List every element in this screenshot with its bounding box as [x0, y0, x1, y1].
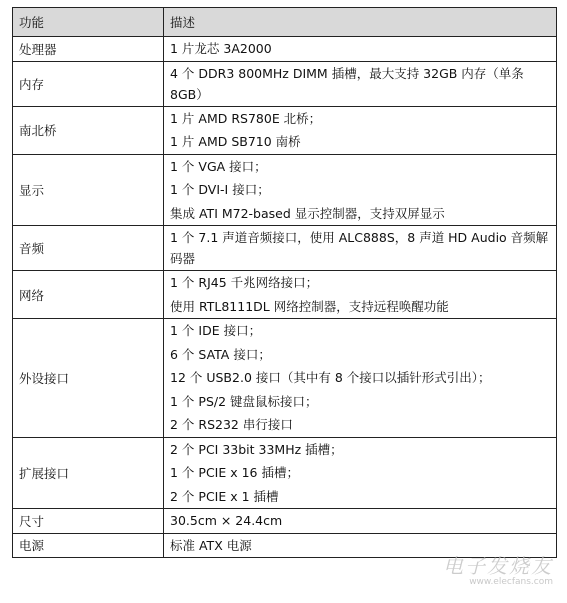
feature-cell: 南北桥 [13, 106, 164, 154]
description-line: 30.5cm × 24.4cm [170, 513, 283, 528]
description-line: 2 个 RS232 串行接口 [170, 417, 293, 432]
feature-cell: 扩展接口 [13, 437, 164, 509]
feature-cell: 音频 [13, 226, 164, 271]
description-line: 1 个 7.1 声道音频接口，使用 ALC888S，8 声道 HD Audio 音频解码器 [170, 230, 549, 266]
description-cell [164, 533, 557, 558]
description-line: 1 个 PS/2 键盘鼠标接口； [170, 393, 318, 409]
feature-cell: 内存 [13, 61, 164, 106]
description-line: 使用 RTL8111DL 网络控制器，支持远程唤醒功能 [170, 298, 449, 314]
table-row [13, 533, 557, 558]
description-line: 1 片 AMD SB710 南桥 [170, 134, 301, 149]
feature-cell: 尺寸 [13, 509, 164, 534]
header-description: 描述 [164, 8, 557, 37]
spec-body [13, 37, 557, 558]
feature-cell: 外设接口 [13, 319, 164, 438]
feature-cell: 网络 [13, 271, 164, 319]
header-row [13, 8, 557, 37]
table-row [13, 154, 557, 226]
table-row [13, 106, 557, 154]
description-line: 1 片 AMD RS780E 北桥； [170, 110, 322, 126]
description-cell [164, 509, 557, 534]
description-line: 2 个 PCI 33bit 33MHz 插槽； [170, 441, 343, 457]
description-line: 6 个 SATA 接口； [170, 346, 271, 362]
table-row [13, 37, 557, 62]
table-row [13, 509, 557, 534]
description-line: 4 个 DDR3 800MHz DIMM 插槽，最大支持 32GB 内存（单条 8GB） [170, 65, 524, 102]
description-line: 1 个 PCIE x 16 插槽； [170, 465, 299, 480]
description-line: 1 个 IDE 接口； [170, 323, 262, 338]
description-line: 1 个 DVI-I 接口； [170, 182, 270, 197]
spec-table [12, 7, 557, 558]
description-line: 1 片龙芯 3A2000 [170, 41, 272, 56]
description-line: 12 个 USB2.0 接口（其中有 8 个接口以插针形式引出）； [170, 370, 491, 385]
watermark-url: www.elecfans.com [469, 577, 553, 587]
description-cell [164, 226, 557, 271]
description-cell [164, 154, 557, 226]
table-row [13, 271, 557, 319]
header-feature: 功能 [13, 8, 164, 37]
description-line: 集成 ATI M72-based 显示控制器，支持双屏显示 [170, 205, 445, 221]
feature-cell: 电源 [13, 533, 164, 558]
description-cell [164, 319, 557, 438]
table-row [13, 226, 557, 271]
description-line: 2 个 PCIE x 1 插槽 [170, 488, 279, 504]
feature-cell: 显示 [13, 154, 164, 226]
description-cell [164, 37, 557, 62]
description-line: 标准 ATX 电源 [170, 537, 252, 553]
description-cell [164, 437, 557, 509]
table-row [13, 319, 557, 438]
feature-cell: 处理器 [13, 37, 164, 62]
description-line: 1 个 RJ45 千兆网络接口； [170, 275, 319, 290]
table-row [13, 61, 557, 106]
description-line: 1 个 VGA 接口； [170, 158, 267, 174]
description-cell [164, 106, 557, 154]
table-row [13, 437, 557, 509]
description-cell [164, 271, 557, 319]
description-cell [164, 61, 557, 106]
watermark-logo: 电子发烧友 [443, 554, 553, 578]
